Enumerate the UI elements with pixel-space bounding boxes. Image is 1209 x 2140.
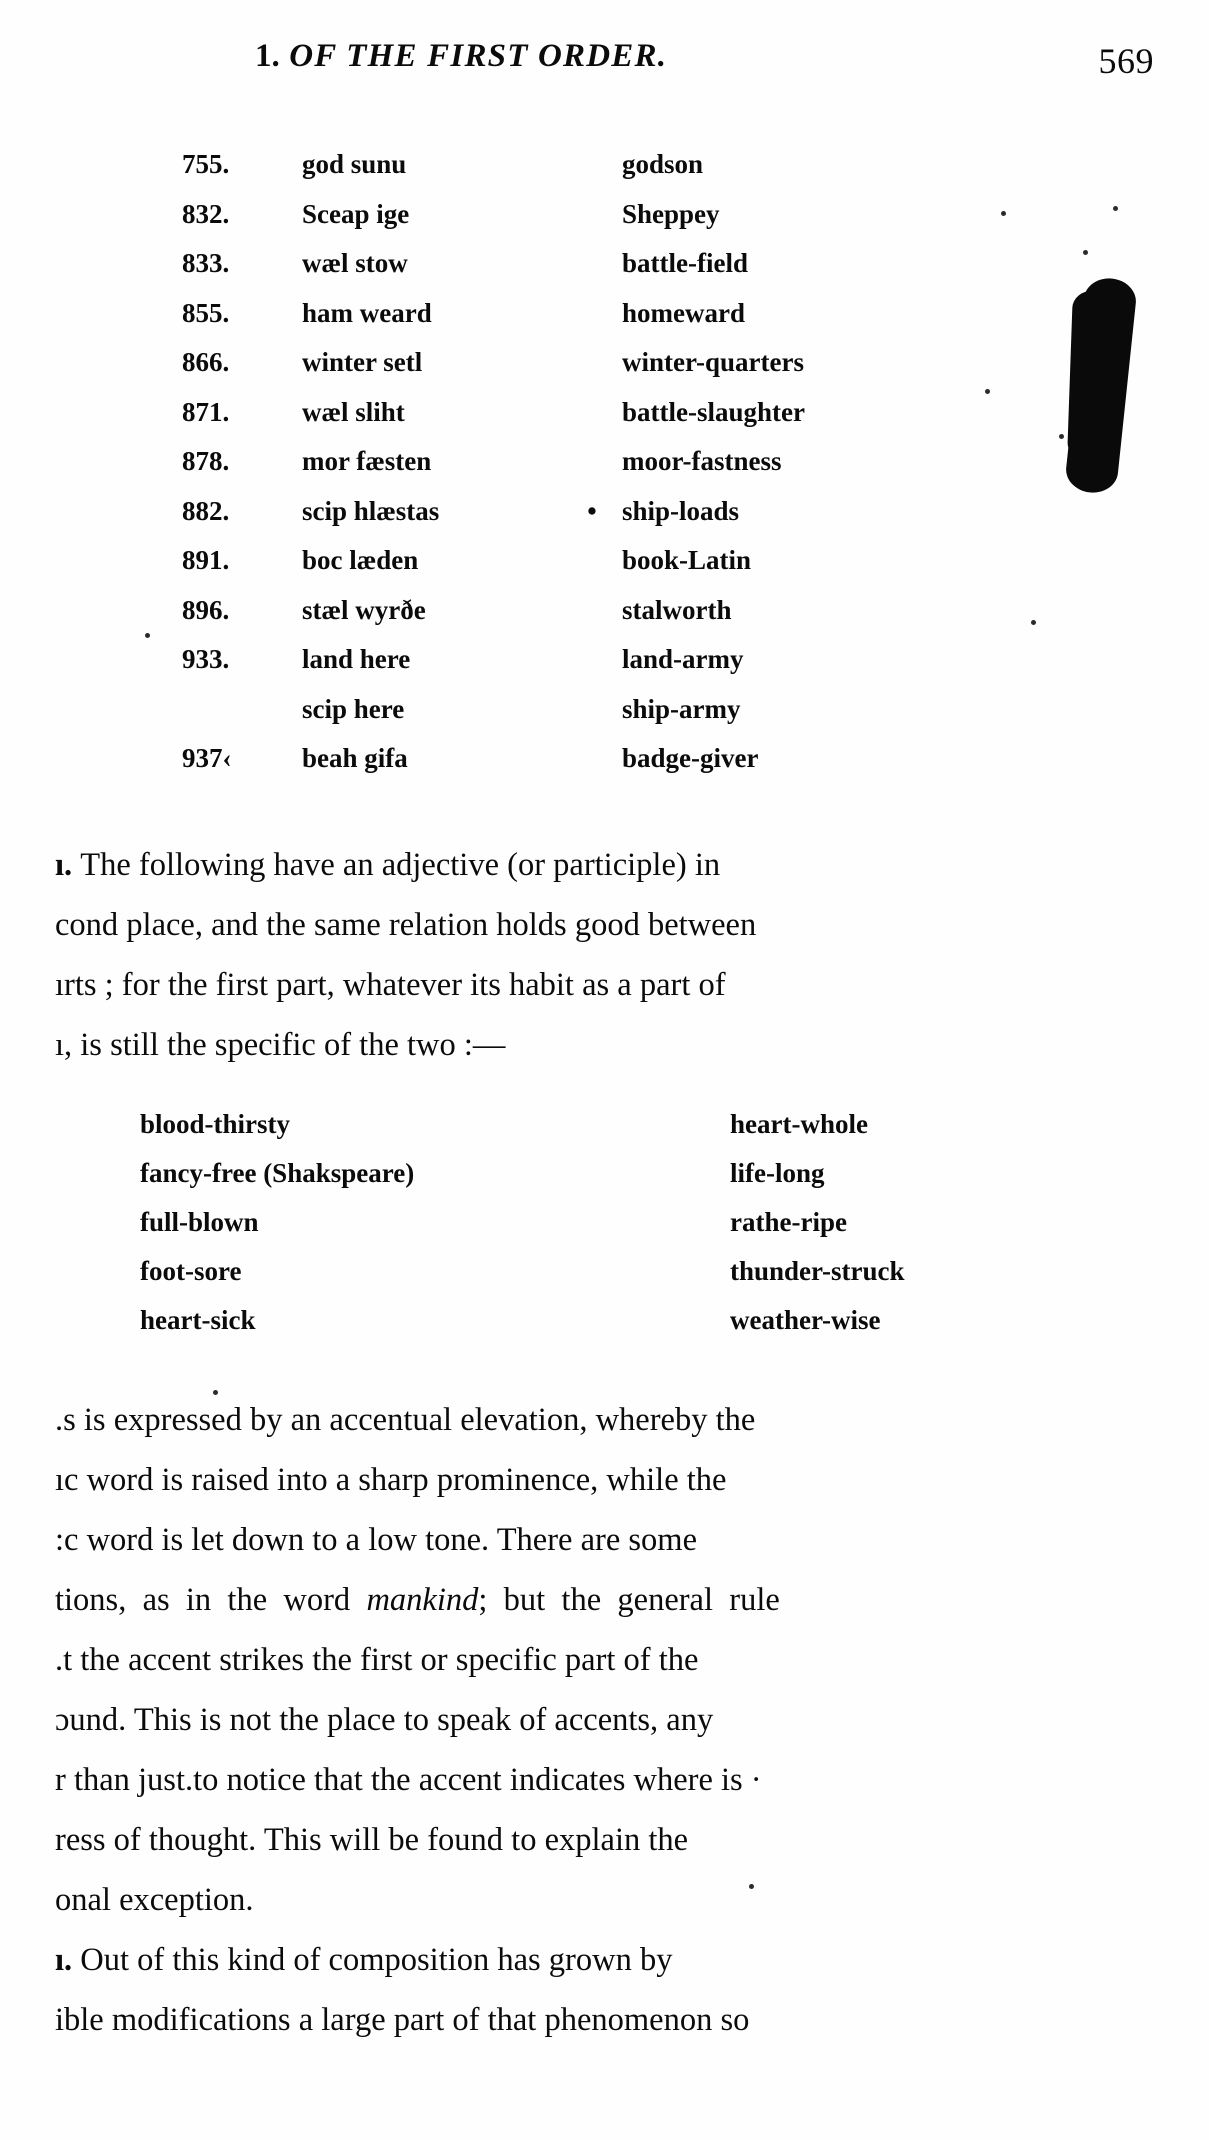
- entry-number: 937‹: [182, 743, 232, 773]
- entry-mark: [562, 190, 622, 240]
- paragraph-line: ı, is still the specific of the two :—: [55, 1027, 506, 1063]
- entry-mark: [562, 140, 622, 190]
- table-row: [160, 289, 805, 339]
- entry-oldenglish: stæl wyrðe: [302, 594, 426, 625]
- paragraph-lead-number: ı.: [55, 847, 73, 883]
- table-row: [160, 437, 805, 487]
- paragraph-line: [55, 1930, 1155, 1990]
- paragraph-line: tions, as in the word mankind; but the general rule: [55, 1582, 780, 1618]
- table-row: [160, 685, 805, 735]
- paragraph-line: ırts ; for the first part, whatever its habit as a part of: [55, 967, 726, 1003]
- paragraph-line: ible modifications a large part of that phenomenon so: [55, 2002, 750, 2038]
- example-left: fancy-free (Shakspeare): [140, 1158, 415, 1188]
- list-item: [140, 1149, 905, 1198]
- list-item: [140, 1247, 905, 1296]
- entry-gloss: moor-fastness: [622, 446, 782, 476]
- entry-number: 833.: [182, 248, 230, 278]
- entry-gloss: stalworth: [622, 594, 732, 625]
- example-right: thunder-struck: [730, 1256, 905, 1286]
- section-title: OF THE FIRST ORDER.: [289, 38, 668, 74]
- paragraph-line: .s is expressed by an accentual elevation, whereby the: [55, 1402, 756, 1438]
- page-title: [255, 38, 667, 75]
- example-right: rathe-ripe: [730, 1207, 847, 1237]
- entry-gloss: battle-slaughter: [622, 396, 805, 427]
- entry-number: 896.: [182, 594, 230, 625]
- entry-oldenglish: wæl sliht: [302, 396, 405, 427]
- paragraph-line: [55, 835, 1155, 895]
- list-item: [140, 1100, 905, 1149]
- compound-examples-list: [0, 1100, 1209, 1345]
- table-row: [160, 388, 805, 438]
- entry-mark: [562, 437, 622, 487]
- entry-gloss: ship-army: [622, 693, 741, 724]
- entry-number: 933.: [182, 644, 230, 674]
- table-row: [160, 140, 805, 190]
- paragraph-lead-number: ı.: [55, 1942, 73, 1978]
- table-row: [160, 338, 805, 388]
- entry-number: 871.: [182, 396, 230, 427]
- example-left: blood-thirsty: [140, 1109, 291, 1139]
- entry-gloss: winter-quarters: [622, 347, 804, 377]
- paragraph-adjective-rule: [55, 835, 1155, 1075]
- entry-oldenglish: wæl stow: [302, 248, 408, 278]
- example-right: weather-wise: [730, 1305, 881, 1335]
- entry-mark: [562, 536, 622, 586]
- entry-number: [160, 685, 302, 735]
- example-right: life-long: [730, 1158, 825, 1188]
- entry-mark: [562, 388, 622, 438]
- entry-gloss: homeward: [622, 297, 745, 328]
- entry-mark: [562, 338, 622, 388]
- entry-gloss: Sheppey: [622, 198, 720, 229]
- word-list-table: [160, 140, 805, 784]
- paragraph-line: ress of thought. This will be found to explain the: [55, 1822, 689, 1858]
- entry-gloss: badge-giver: [622, 743, 759, 773]
- example-left: heart-sick: [140, 1305, 256, 1335]
- example-right: heart-whole: [730, 1109, 868, 1139]
- list-item: [140, 1296, 905, 1345]
- section-number: 1.: [255, 38, 280, 74]
- entry-mark: [562, 734, 622, 784]
- table-row: [160, 190, 805, 240]
- entry-gloss: book-Latin: [622, 545, 752, 575]
- entry-mark: [562, 586, 622, 636]
- entry-oldenglish: ham weard: [302, 297, 432, 328]
- entry-mark: [562, 239, 622, 289]
- entry-mark: •: [587, 495, 597, 526]
- paragraph-line: onal exception.: [55, 1882, 254, 1918]
- entry-number: 882.: [182, 495, 230, 526]
- compound-examples-body: [140, 1100, 905, 1345]
- entry-oldenglish: mor fæsten: [302, 446, 432, 476]
- compound-examples-table: [140, 1100, 905, 1345]
- entry-gloss: battle-field: [622, 248, 748, 278]
- word-list: [0, 140, 1209, 784]
- table-row: [160, 536, 805, 586]
- entry-mark: [562, 289, 622, 339]
- entry-number: 755.: [182, 149, 230, 179]
- table-row: [160, 635, 805, 685]
- paragraph-text: Out of this kind of composition has grown by: [80, 1942, 673, 1978]
- entry-oldenglish: Sceap ige: [302, 198, 410, 229]
- italic-term: mankind: [366, 1582, 479, 1618]
- entry-oldenglish: boc læden: [302, 545, 419, 575]
- entry-oldenglish: scip hlæstas: [302, 495, 440, 526]
- entry-oldenglish: winter setl: [302, 347, 423, 377]
- page-number: 569: [1098, 41, 1154, 81]
- entry-oldenglish: land here: [302, 644, 411, 674]
- entry-mark: [562, 685, 622, 735]
- entry-gloss: ship-loads: [622, 495, 740, 526]
- list-item: [140, 1198, 905, 1247]
- paragraph-line: ɔund. This is not the place to speak of accents, any: [55, 1702, 714, 1738]
- table-row: [160, 239, 805, 289]
- example-left: foot-sore: [140, 1256, 242, 1286]
- paragraph-line: :c word is let down to a low tone. There are some: [55, 1522, 698, 1558]
- entry-gloss: land-army: [622, 644, 744, 674]
- paragraph-accent-discussion: [55, 1390, 1155, 2050]
- entry-mark: [562, 635, 622, 685]
- example-left: full-blown: [140, 1207, 259, 1237]
- entry-number: 878.: [182, 446, 230, 476]
- word-list-body: [160, 140, 805, 784]
- entry-number: 891.: [182, 545, 230, 575]
- table-row: [160, 734, 805, 784]
- paragraph-text: The following have an adjective (or participle) in: [80, 847, 721, 883]
- paragraph-line: cond place, and the same relation holds good between: [55, 907, 757, 943]
- entry-oldenglish: scip here: [302, 693, 405, 724]
- entry-number: 855.: [182, 297, 230, 328]
- table-row: [160, 586, 805, 636]
- page-header: [0, 38, 1209, 94]
- table-row: [160, 487, 805, 537]
- entry-number: 832.: [182, 198, 230, 229]
- entry-number: 866.: [182, 347, 230, 377]
- entry-oldenglish: beah gifa: [302, 743, 408, 773]
- paragraph-line: r than just.to notice that the accent indicates where is ·: [55, 1762, 762, 1798]
- paragraph-line: ıc word is raised into a sharp prominence, while the: [55, 1462, 727, 1498]
- entry-oldenglish: god sunu: [302, 149, 407, 179]
- paragraph-line: .t the accent strikes the first or specific part of the: [55, 1642, 699, 1678]
- entry-gloss: godson: [622, 149, 704, 179]
